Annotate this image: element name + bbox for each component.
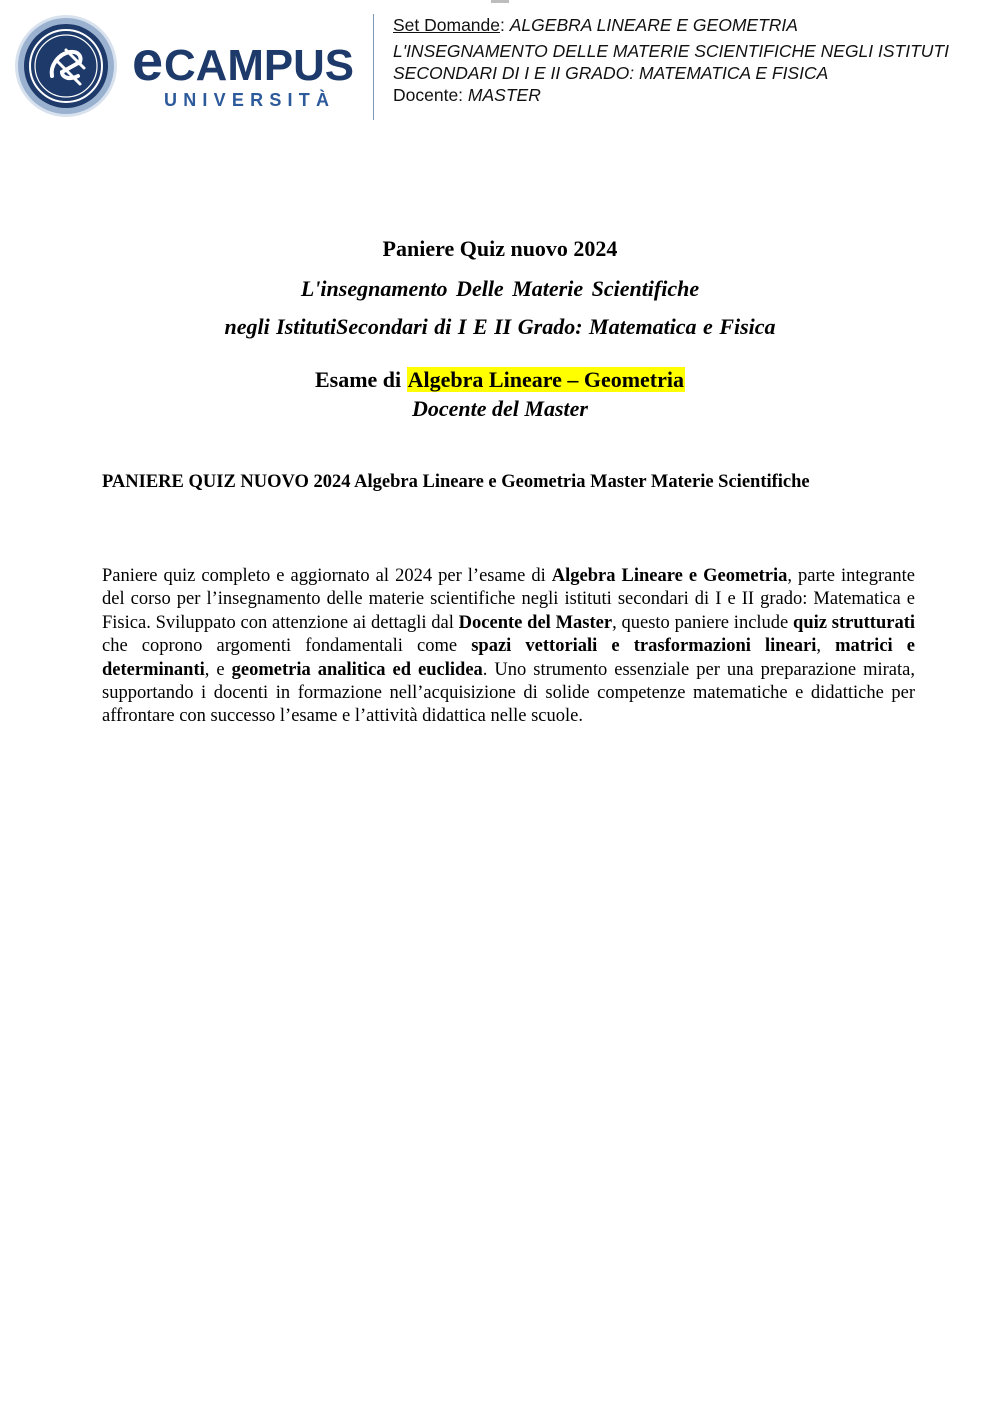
description-paragraph bbox=[102, 565, 915, 729]
course-title-line-1: L'insegnamento Delle Materie Scientifiche bbox=[300, 276, 700, 301]
para-text-5: , bbox=[816, 636, 836, 657]
docente-line bbox=[393, 84, 993, 106]
set-label: Set Domande bbox=[393, 15, 501, 35]
brand-e: e bbox=[132, 29, 164, 92]
para-text-2: , parte integrante del corso per l’insegnamento delle materie scientifiche negli istituti secondari di I e II grado: Matematica e Fisica. Sviluppato con attenzione ai dettagli dal bbox=[102, 566, 915, 633]
para-bold-docente: Docente del Master bbox=[458, 612, 613, 633]
para-text-6: , e bbox=[204, 659, 232, 680]
para-bold-quiz: quiz strutturati bbox=[793, 612, 915, 633]
set-domande-line bbox=[393, 14, 993, 36]
para-text-1: Paniere quiz completo e aggiornato al 2024 per l’esame di bbox=[102, 566, 552, 586]
ecampus-logo bbox=[14, 14, 359, 119]
course-line-1: L'INSEGNAMENTO DELLE MATERIE SCIENTIFICHE NEGLI ISTITUTI bbox=[393, 41, 949, 61]
set-value: ALGEBRA LINEARE E GEOMETRIA bbox=[509, 15, 798, 35]
brand-sub: UNIVERSITÀ bbox=[164, 90, 329, 110]
para-text-4: che coprono argomenti fondamentali come bbox=[102, 636, 472, 657]
exam-title bbox=[0, 366, 1000, 394]
docente-label: Docente: bbox=[393, 85, 468, 105]
para-bold-spazi: spazi vettoriali e trasformazioni lineari bbox=[471, 636, 817, 657]
para-bold-subject: Algebra Lineare e Geometria bbox=[551, 566, 788, 586]
header-divider bbox=[373, 14, 374, 120]
docente-value: MASTER bbox=[467, 85, 541, 105]
section-heading: PANIERE QUIZ NUOVO 2024 Algebra Lineare e Geometria Master Materie Scientifiche bbox=[102, 472, 810, 492]
course-line-2: SECONDARI DI I E II GRADO: MATEMATICA E FISICA bbox=[393, 63, 829, 83]
set-sep: : bbox=[500, 15, 510, 35]
exam-subject-highlight: Algebra Lineare – Geometria bbox=[407, 367, 685, 392]
page-title: Paniere Quiz nuovo 2024 bbox=[382, 236, 618, 261]
header-info bbox=[393, 14, 993, 106]
top-scan-mark bbox=[491, 0, 509, 3]
exam-prefix: Esame di bbox=[314, 367, 407, 392]
para-bold-geometria: geometria analitica ed euclidea bbox=[231, 659, 483, 680]
brand-name: CAMPUS bbox=[164, 41, 354, 90]
para-bold-matrici: matrici e determinanti bbox=[102, 636, 915, 680]
exam-docente: Docente del Master bbox=[412, 396, 588, 421]
course-title-line-2: negli IstitutiSecondari di I E II Grado: Matematica e Fisica bbox=[224, 314, 776, 339]
para-text-3: , questo paniere include bbox=[612, 612, 794, 633]
para-text-7: . Uno strumento essenziale per una preparazione mirata, supportando i docenti in formazione nell’acquisizione di solide competenze matematiche e didattiche per affrontare con successo l’esame e l’attività didattica nelle scuole. bbox=[102, 659, 915, 727]
seal-icon bbox=[15, 15, 117, 117]
